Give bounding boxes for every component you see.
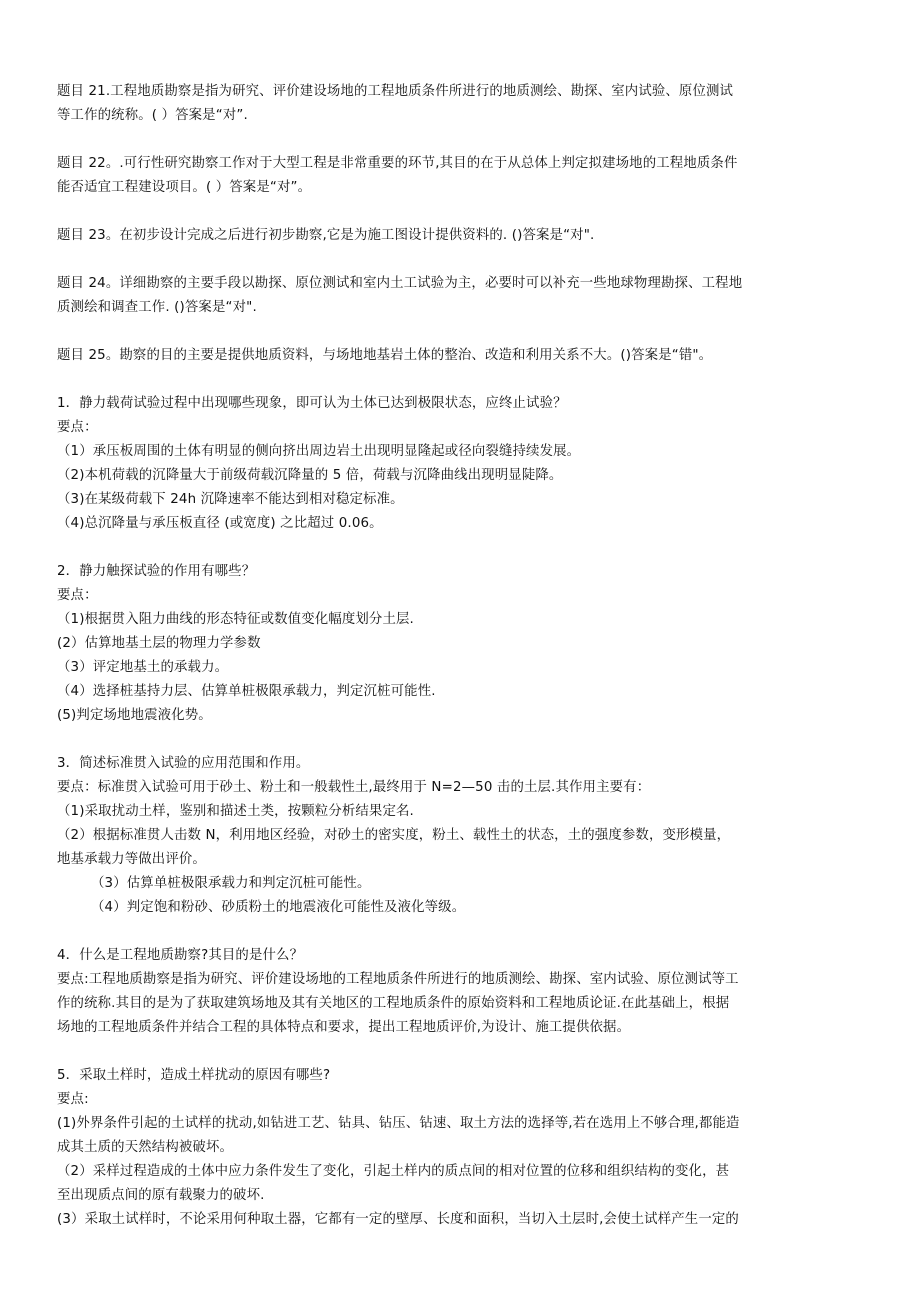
answer-item: （2)本机荷载的沉降量大于前级荷载沉降量的 5 倍，荷载与沉降曲线出现明显陡降。 <box>57 468 563 483</box>
answer-item: （3）评定地基土的承载力。 <box>57 660 229 675</box>
tf-question-21 <box>57 80 865 128</box>
answer-item: (2）估算地基土层的物理力学参数 <box>57 636 261 651</box>
answer-item: (5)判定场地地震液化势。 <box>57 708 212 723</box>
question-heading: 4．什么是工程地质勘察?其目的是什么？ <box>57 948 304 963</box>
answer-item: 至出现质点间的原有载聚力的破坏. <box>57 1188 265 1203</box>
answer-item: 要点:工程地质勘察是指为研究、评价建设场地的工程地质条件所进行的地质测绘、勘探、室内试验、原位测试等工 <box>57 972 739 987</box>
text-line: 题目 23。在初步设计完成之后进行初步勘察,它是为施工图设计提供资料的. ()答案是“对". <box>57 228 595 243</box>
text-line: 题目 21.工程地质勘察是指为研究、评价建设场地的工程地质条件所进行的地质测绘、勘探、室内试验、原位测试 <box>57 84 734 99</box>
points-label: 要点：标准贯入试验可用于砂土、粉土和一般载性土,最终用于 N=2—50 击的土层.其作用主要有： <box>57 780 651 795</box>
text-line: 题目 24。详细勘察的主要手段以勘探、原位测试和室内土工试验为主，必要时可以补充一些地球物理勘探、工程地 <box>57 276 743 291</box>
answer-item: （3）估算单桩极限承载力和判定沉桩可能性。 <box>91 876 371 891</box>
tf-question-25 <box>57 344 865 368</box>
text-line: 等工作的统称。( ）答案是“对”. <box>57 108 248 123</box>
answer-item: （1）承压板周围的土体有明显的侧向挤出周边岩土出现明显隆起或径向裂缝持续发展。 <box>57 444 581 459</box>
text-line: 能否适宜工程建设项目。( ）答案是“对”。 <box>57 180 312 195</box>
answer-item: (1)外界条件引起的土试样的扰动,如钻进工艺、钻具、钻压、钻速、取土方法的选择等,若在选用上不够合理,都能造 <box>57 1116 740 1131</box>
answer-item: 成其土质的天然结构被破坏。 <box>57 1140 234 1155</box>
answer-item: （2）采样过程造成的土体中应力条件发生了变化，引起土样内的质点间的相对位置的位移和组织结构的变化，甚 <box>57 1164 730 1179</box>
answer-item: （1)根据贯入阻力曲线的形态特征或数值变化幅度划分土层. <box>57 612 414 627</box>
qa-block-1 <box>57 392 865 536</box>
question-heading: 5．采取土样时，造成土样扰动的原因有哪些? <box>57 1068 331 1083</box>
qa-block-4 <box>57 944 865 1040</box>
qa-block-5 <box>57 1064 865 1232</box>
answer-item: 作的统称.其目的是为了获取建筑场地及其有关地区的工程地质条件的原始资料和工程地质论证.在此基础上，根据 <box>57 996 730 1011</box>
answer-item: （4）判定饱和粉砂、砂质粉土的地震液化可能性及液化等级。 <box>91 900 466 915</box>
answer-item: （1)采取扰动土样，鉴别和描述土类，按颗粒分析结果定名. <box>57 804 414 819</box>
answer-item: 场地的工程地质条件并结合工程的具体特点和要求，提出工程地质评价,为设计、施工提供依据。 <box>57 1020 631 1035</box>
qa-block-2 <box>57 560 865 728</box>
answer-item: (3）采取土试样时，不论采用何种取土器，它都有一定的壁厚、长度和面积，当切入土层时,会使土试样产生一定的 <box>57 1212 739 1227</box>
tf-question-24 <box>57 272 865 320</box>
text-line: 题目 25。勘察的目的主要是提供地质资料，与场地地基岩土体的整治、改造和利用关系不大。()答案是“错"。 <box>57 348 713 363</box>
points-label: 要点: <box>57 1092 89 1107</box>
document-page <box>57 80 865 1232</box>
answer-item: （4)总沉降量与承压板直径 (或宽度) 之比超过 0.06。 <box>57 516 383 531</box>
question-heading: 2．静力触探试验的作用有哪些？ <box>57 564 256 579</box>
points-label: 要点： <box>57 420 98 435</box>
tf-question-23 <box>57 224 865 248</box>
question-heading: 1．静力载荷试验过程中出现哪些现象，即可认为土体已达到极限状态，应终止试验？ <box>57 396 567 411</box>
points-label: 要点： <box>57 588 98 603</box>
answer-item: 地基承载力等做出评价。 <box>57 852 206 867</box>
text-line: 题目 22。.可行性研究勘察工作对于大型工程是非常重要的环节,其目的在于从总体上判定拟建场地的工程地质条件 <box>57 156 738 171</box>
question-heading: 3．简述标准贯入试验的应用范围和作用。 <box>57 756 310 771</box>
text-line: 质测绘和调查工作. ()答案是“对". <box>57 300 257 315</box>
answer-item: （4）选择桩基持力层、估算单桩极限承载力，判定沉桩可能性. <box>57 684 436 699</box>
answer-item: （2）根据标准贯人击数 N，利用地区经验，对砂土的密实度，粉土、载性土的状态，土的强度参数，变形模量， <box>57 828 731 843</box>
answer-item: （3)在某级荷载下 24h 沉降速率不能达到相对稳定标准。 <box>57 492 404 507</box>
tf-question-22 <box>57 152 865 200</box>
qa-block-3 <box>57 752 865 920</box>
